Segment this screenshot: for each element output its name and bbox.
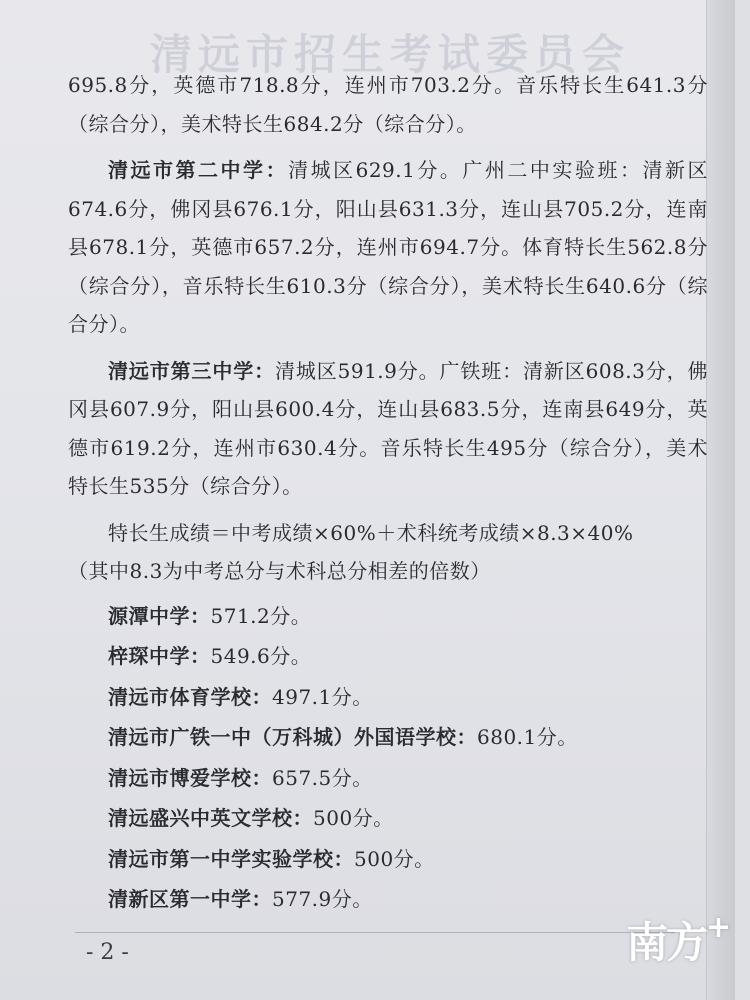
school-name: 清远市第三中学： (108, 358, 275, 383)
list-item (68, 597, 708, 638)
school-score: 571.2分。 (210, 603, 312, 628)
school-score: 577.9分。 (272, 887, 373, 911)
school-score: 680.1分。 (477, 725, 578, 749)
list-item (68, 880, 708, 921)
paragraph-text: 清城区629.1分。广州二中实验班：清新区674.6分，佛冈县676.1分，阳山县631.3分，连山县705.2分，连南县678.1分，英德市657.2分，连州市694.7分。体育特长生562.8分（综合分），音乐特长生610.3分（综合分），美术特长生640.6分（综合分）。 (68, 158, 708, 336)
school-name: 清新区第一中学： (108, 887, 272, 911)
paragraph-second-school (68, 151, 708, 344)
page-number: - 2 - (86, 940, 129, 965)
school-score: 549.6分。 (210, 644, 312, 668)
paragraph-text: 清城区591.9分。广铁班：清新区608.3分，佛冈县607.9分，阳山县600.4分，连山县683.5分，连南县649分，英德市619.2分，连州市630.4分。音乐特长生495分（综合分），美术特长生535分（综合分）。 (68, 358, 709, 498)
nanfang-logo (626, 910, 729, 970)
bleed-through-heading: 清远市招生考试委员会 (150, 30, 631, 79)
list-item (68, 678, 708, 719)
school-score-list (68, 597, 708, 921)
page-edge (706, 0, 735, 1000)
list-item (68, 718, 708, 759)
school-name: 梓琛中学： (108, 644, 211, 668)
school-name: 源潭中学： (108, 603, 211, 628)
logo-plus-icon: + (706, 910, 730, 945)
list-item (68, 840, 708, 881)
school-score: 500分。 (354, 846, 435, 871)
formula-note: （其中8.3为中考总分与术科总分相差的倍数） (68, 559, 491, 583)
list-item (68, 637, 708, 678)
list-item (68, 759, 708, 800)
footer-rule (75, 932, 675, 933)
school-name: 清远市广铁一中（万科城）外国语学校： (108, 725, 477, 749)
school-score: 500分。 (313, 806, 394, 830)
school-score: 657.5分。 (272, 765, 373, 790)
school-name: 清远市体育学校： (108, 684, 272, 709)
school-name: 清远市第二中学： (108, 158, 289, 182)
school-name: 清远市博爱学校： (108, 765, 272, 790)
formula-line: 特长生成绩＝中考成绩×60%＋术科统考成绩×8.3×40% (108, 520, 634, 545)
school-name: 清远市第一中学实验学校： (108, 846, 354, 871)
list-item (68, 799, 708, 840)
paragraph-continuation: 695.8分，英德市718.8分，连州市703.2分。音乐特长生641.3分（综合分），美术特长生684.2分（综合分）。 (68, 73, 708, 136)
paragraph-third-school (68, 352, 708, 506)
school-name: 清远盛兴中英文学校： (108, 806, 313, 830)
school-score: 497.1分。 (272, 684, 373, 709)
logo-text: 南方 (626, 918, 707, 967)
document-body (68, 66, 708, 921)
